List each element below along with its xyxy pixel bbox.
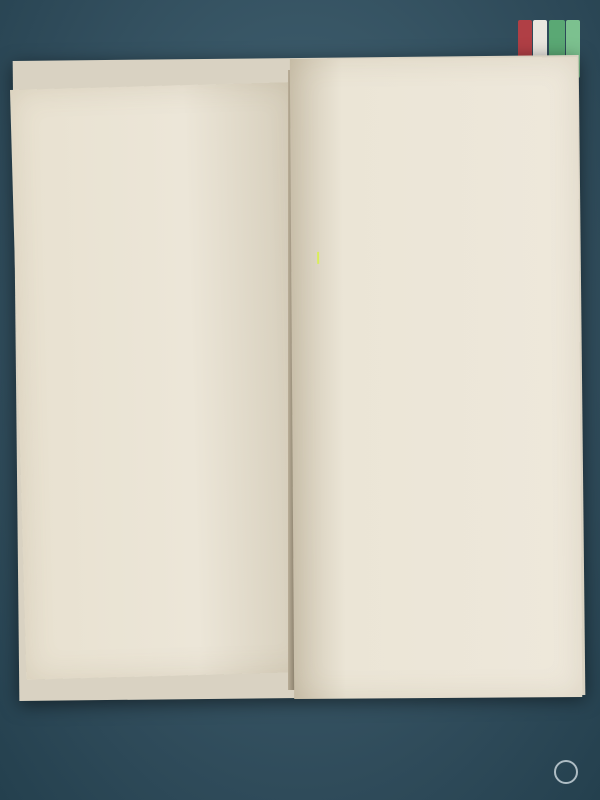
highlighted-text (317, 252, 319, 264)
watermark-logo-icon (554, 760, 578, 784)
right-page (290, 57, 582, 699)
table-of-contents (23, 130, 287, 151)
paragraph-3 (301, 249, 569, 266)
chapter-heading (291, 175, 579, 177)
paragraph-1 (301, 245, 569, 247)
running-header (27, 102, 287, 119)
part-title (24, 140, 288, 147)
intro-body (301, 245, 569, 270)
watermark (554, 760, 582, 784)
left-page (10, 82, 314, 680)
